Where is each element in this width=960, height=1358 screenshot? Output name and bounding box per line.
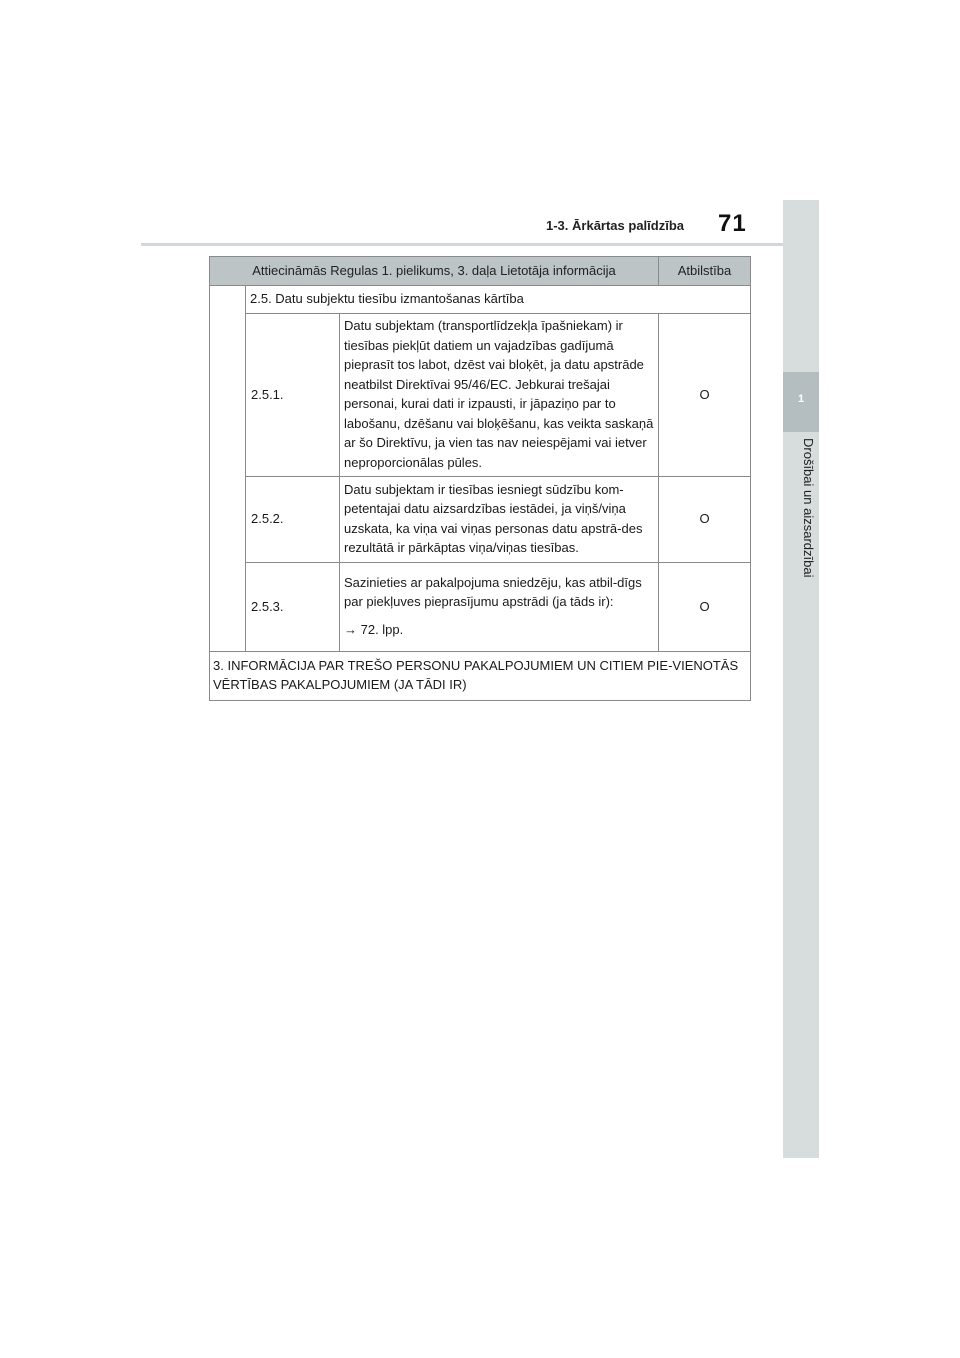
indent-cell	[210, 286, 246, 652]
row-text: Sazinieties ar pakalpojuma sniedzēju, kas atbil-dīgs par piekļuves pieprasījumu apstrādi (ja tāds ir):	[344, 574, 642, 610]
section-row	[210, 286, 751, 314]
column-header-requirement: Attiecināmās Regulas 1. pielikums, 3. daļa Lietotāja informācija	[210, 257, 659, 286]
row-number: 2.5.1.	[246, 313, 340, 476]
compliance-mark: O	[659, 476, 751, 562]
table-row	[210, 562, 751, 651]
chapter-number: 1	[797, 393, 805, 405]
section-label: 2.5. Datu subjektu tiesību izmantošanas kārtība	[246, 286, 751, 314]
chapter-side-tab	[783, 200, 819, 1158]
section-title: 1-3. Ārkārtas palīdzība	[546, 218, 684, 233]
page-number: 71	[718, 210, 747, 237]
compliance-mark: O	[659, 562, 751, 651]
chapter-title: Drošībai un aizsardzībai	[801, 438, 816, 578]
final-section-label: 3. INFORMĀCIJA PAR TREŠO PERSONU PAKALPOJUMIEM UN CITIEM PIE-VIENOTĀS VĒRTĪBAS PAKALPOJUMIEM (JA TĀDI IR)	[210, 651, 751, 700]
compliance-mark: O	[659, 313, 751, 476]
row-text: Datu subjektam (transportlīdzekļa īpašniekam) ir tiesības piekļūt datiem un vajadzības gadījumā pieprasīt tos labot, dzēst vai bloķēt, ja datu apstrāde neatbilst Direktīvai 95/46/EC. Jebkurai trešajai personai, kurai dati ir izpausti, ir jāpaziņo par to labošanu, dzēšanu vai bloķēšanu, kas veikta saskaņā ar šo Direktīvu, ja vien tas nav neiespējami vai ietver neproporcionālas pūles.	[340, 313, 659, 476]
row-number: 2.5.2.	[246, 476, 340, 562]
table-row	[210, 313, 751, 476]
header-divider	[141, 243, 783, 246]
user-information-table	[209, 256, 751, 701]
table-row	[210, 476, 751, 562]
row-number: 2.5.3.	[246, 562, 340, 651]
page-reference: → 72. lpp.	[344, 621, 404, 637]
column-header-compliance: Atbilstība	[659, 257, 751, 286]
row-cell	[340, 562, 659, 651]
row-text: Datu subjektam ir tiesības iesniegt sūdzību kom-petentajai datu aizsardzības iestādei, ja viņš/viņa uzskata, ka viņa vai viņas personas datu apstrā-des rezultātā ir pārkāptas viņa/viņas tiesības.	[340, 476, 659, 562]
final-section-row	[210, 651, 751, 700]
table-header-row	[210, 257, 751, 286]
